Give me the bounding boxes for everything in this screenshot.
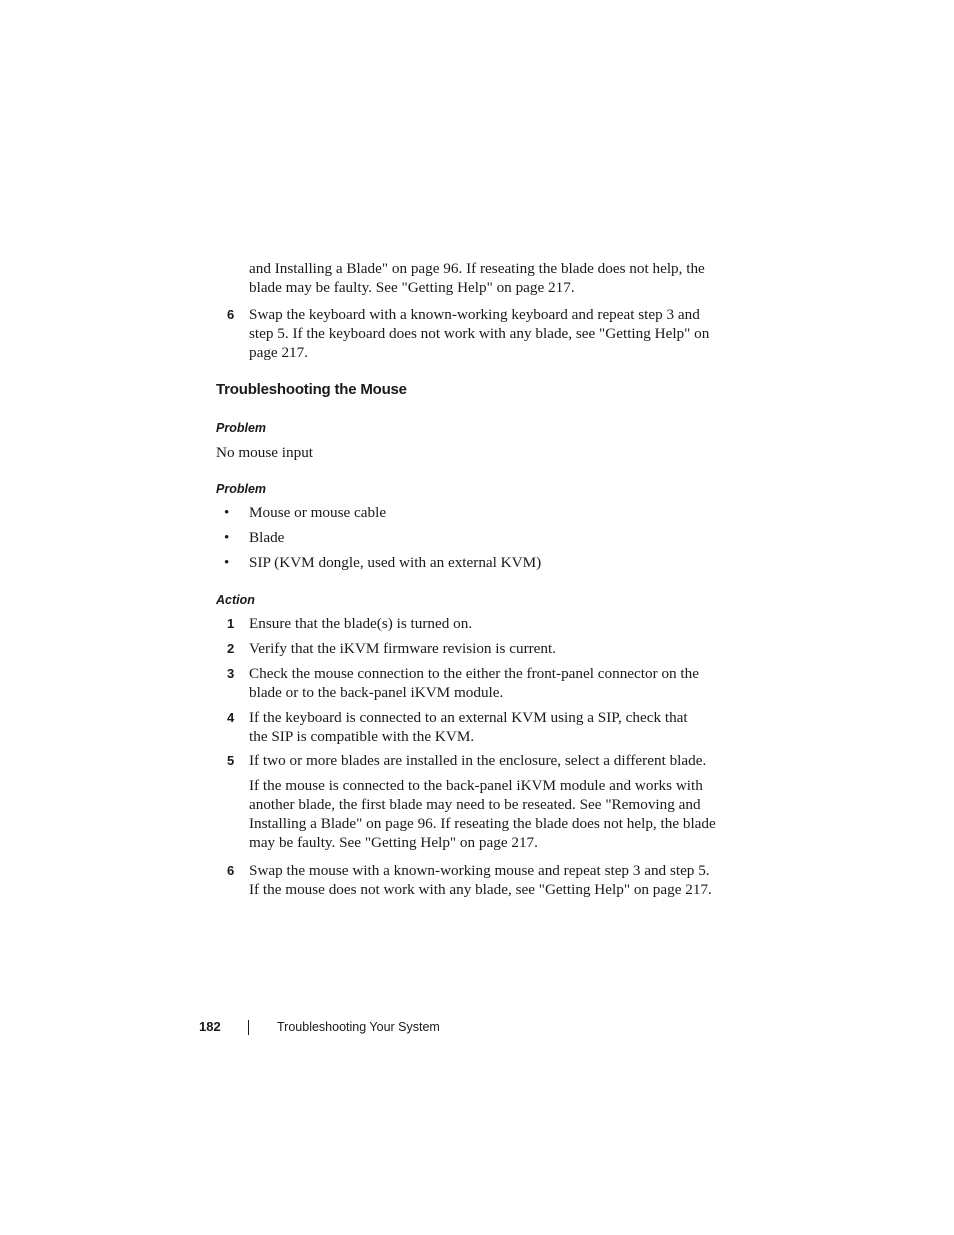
page-number: 182 [199, 1019, 221, 1034]
step-number: 6 [227, 307, 235, 322]
step-text: Swap the mouse with a known-working mouse and repeat step 3 and step 5. If the mouse does not work with any blade, see "Getting Help" on page 217. [249, 862, 712, 898]
list-item-text: Blade [249, 529, 285, 546]
problem-label-2: Problem [216, 482, 267, 496]
step-number: 5 [227, 753, 235, 768]
bullet-glyph: • [224, 529, 230, 546]
footer-separator [248, 1020, 249, 1035]
problem-text: No mouse input [216, 444, 314, 461]
step-text: If two or more blades are installed in the enclosure, select a different blade. [249, 752, 707, 769]
bullet-glyph: • [224, 504, 230, 521]
step-text: Ensure that the blade(s) is turned on. [249, 615, 473, 632]
step-text: Swap the keyboard with a known-working keyboard and repeat step 3 and step 5. If the keyboard does not work with any blade, see "Getting Help" on page 217. [249, 306, 710, 361]
step-number: 4 [227, 710, 235, 725]
step-number: 6 [227, 863, 235, 878]
section-heading: Troubleshooting the Mouse [216, 381, 407, 398]
step-5-note: If the mouse is connected to the back-panel iKVM module and works with another blade, the first blade may need to be reseated. See "Removing and Installing a Blade" on page 96. If reseating the blade does not help, the blade may be faulty. See "Getting Help" on page 217. [249, 777, 716, 851]
action-label: Action [216, 593, 255, 607]
bullet-glyph: • [224, 554, 230, 571]
step-number: 1 [227, 616, 235, 631]
step-number: 3 [227, 666, 235, 681]
footer-title: Troubleshooting Your System [277, 1020, 440, 1034]
continuation-paragraph: and Installing a Blade" on page 96. If reseating the blade does not help, the blade may be faulty. See "Getting Help" on page 217. [249, 260, 705, 296]
step-text: Verify that the iKVM firmware revision is current. [249, 640, 557, 657]
list-item-text: SIP (KVM dongle, used with an external KVM) [249, 554, 542, 571]
problem-label: Problem [216, 421, 267, 435]
step-text: Check the mouse connection to the either the front-panel connector on the blade or to the back-panel iKVM module. [249, 665, 699, 701]
step-number: 2 [227, 641, 235, 656]
list-item-text: Mouse or mouse cable [249, 504, 387, 521]
step-text: If the keyboard is connected to an external KVM using a SIP, check that the SIP is compatible with the KVM. [249, 709, 688, 745]
